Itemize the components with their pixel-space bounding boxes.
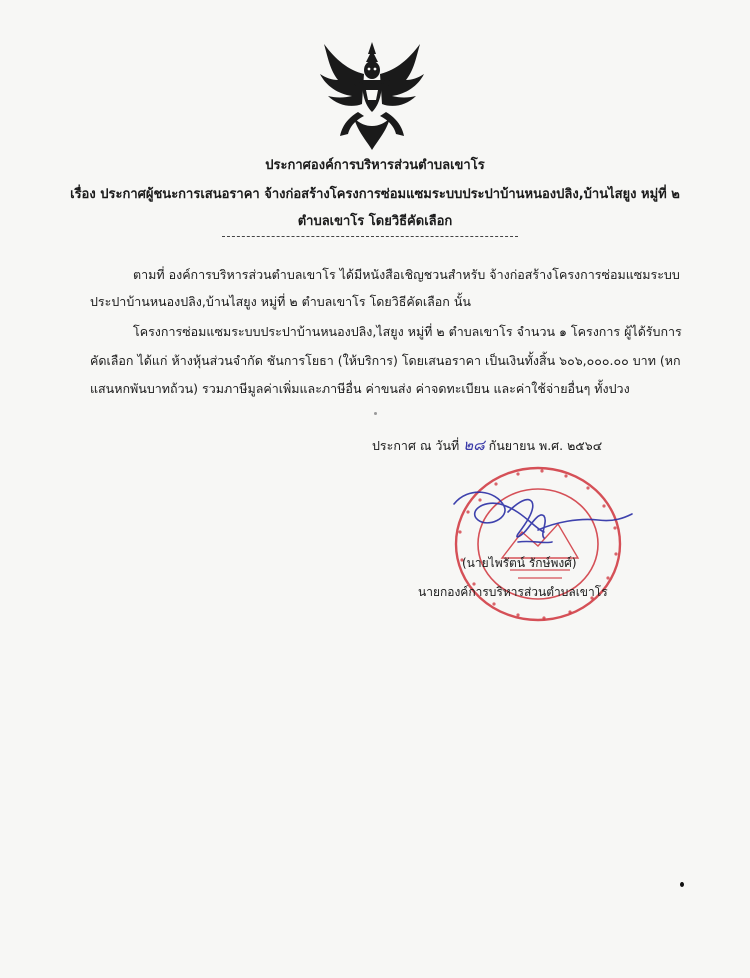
- paper-speck: [680, 882, 684, 887]
- date-day-handwritten: ๒๘: [463, 436, 485, 454]
- subject-line: เรื่อง ประกาศผู้ชนะการเสนอราคา จ้างก่อสร้างโครงการซ่อมแซมระบบประปาบ้านหนองปลิง,บ้านไสยูง หมู่ที่ ๒: [70, 187, 680, 202]
- paper-speck: [374, 412, 377, 415]
- signer-position: นายกองค์การบริหารส่วนตำบลเขาโร: [418, 585, 608, 599]
- agency-title: ประกาศองค์การบริหารส่วนตำบลเขาโร: [265, 158, 485, 173]
- announcement-date: [372, 433, 602, 457]
- paragraph-2-line-1: โครงการซ่อมแซมระบบประปาบ้านหนองปลิง,ไสยูง หมู่ที่ ๒ ตำบลเขาโร จำนวน ๑ โครงการ ผู้ได้รับการ: [133, 324, 682, 339]
- paragraph-1-line-1: ตามที่ องค์การบริหารส่วนตำบลเขาโร ได้มีหนังสือเชิญชวนสำหรับ จ้างก่อสร้างโครงการซ่อมแซมระบบ: [133, 267, 680, 282]
- signer-name: (นายไพรัตน์ รักษ์พงศ์): [462, 556, 577, 570]
- date-prefix: ประกาศ ณ วันที่: [372, 438, 460, 453]
- paragraph-2-line-2: คัดเลือก ได้แก่ ห้างหุ้นส่วนจำกัด ชันการโยธา (ให้บริการ) โดยเสนอราคา เป็นเงินทั้งสิ้น ๖๐๖,๐๐๐.๐๐ บาท (หก: [90, 353, 681, 368]
- subject-line-continued: ตำบลเขาโร โดยวิธีคัดเลือก: [297, 214, 453, 229]
- paragraph-2-line-3: แสนหกพันบาทถ้วน) รวมภาษีมูลค่าเพิ่มและภาษีอื่น ค่าขนส่ง ค่าจดทะเบียน และค่าใช้จ่ายอื่นๆ ทั้งปวง: [90, 381, 630, 396]
- divider-line: [222, 236, 518, 237]
- date-month-year: กันยายน พ.ศ. ๒๕๖๔: [488, 438, 603, 453]
- garuda-emblem-icon: [318, 40, 426, 152]
- paragraph-1-line-2: ประปาบ้านหนองปลิง,บ้านไสยูง หมู่ที่ ๒ ตำบลเขาโร โดยวิธีคัดเลือก นั้น: [90, 294, 471, 309]
